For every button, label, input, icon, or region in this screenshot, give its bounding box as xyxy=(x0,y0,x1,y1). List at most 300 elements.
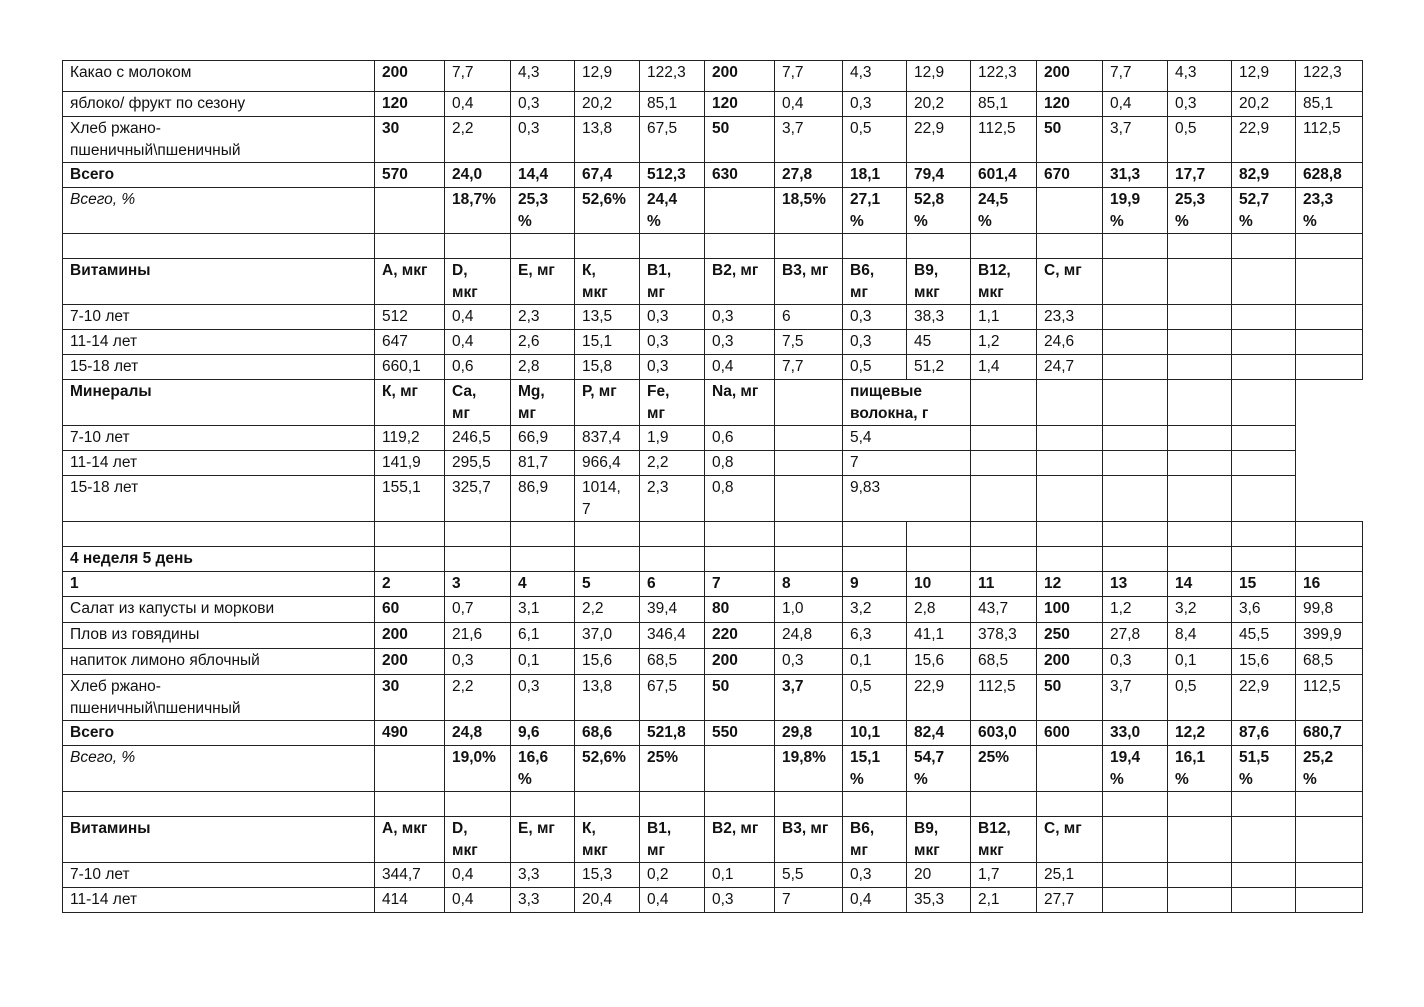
table-cell: 0,3 xyxy=(705,888,775,913)
table-cell: 3,7 xyxy=(775,117,843,163)
table-cell: 5,5 xyxy=(775,863,843,888)
table-cell: 52,6% xyxy=(575,746,640,792)
row-label-cell: Всего, % xyxy=(63,188,375,234)
table-cell: 0,1 xyxy=(511,649,575,675)
table-cell: 7 xyxy=(843,451,971,476)
table-cell: 9,6 xyxy=(511,721,575,746)
table-cell xyxy=(1103,259,1168,305)
table-cell: 25,1 xyxy=(1037,863,1103,888)
table-cell: А, мкг xyxy=(375,259,445,305)
table-cell: 39,4 xyxy=(640,597,705,623)
table-cell xyxy=(705,234,775,259)
table-cell: 1,4 xyxy=(971,355,1037,380)
table-cell: 5,4 xyxy=(843,426,971,451)
table-cell: 15,6 xyxy=(575,649,640,675)
table-cell: 0,3 xyxy=(843,330,907,355)
table-cell: 0,5 xyxy=(843,675,907,721)
table-cell: 41,1 xyxy=(907,623,971,649)
table-cell xyxy=(1103,355,1168,380)
row-label-cell: 7-10 лет xyxy=(63,863,375,888)
table-cell: 52,8 % xyxy=(907,188,971,234)
table-row xyxy=(63,746,1363,792)
table-cell: 570 xyxy=(375,163,445,188)
table-cell: 2,8 xyxy=(907,597,971,623)
table-cell: 85,1 xyxy=(640,92,705,117)
table-cell xyxy=(1103,888,1168,913)
table-row xyxy=(63,117,1363,163)
table-cell: 15,6 xyxy=(907,649,971,675)
table-cell xyxy=(375,746,445,792)
table-cell xyxy=(775,792,843,817)
table-row xyxy=(63,451,1363,476)
table-cell: 600 xyxy=(1037,721,1103,746)
table-cell xyxy=(907,547,971,572)
table-cell: Е, мг xyxy=(511,259,575,305)
table-cell xyxy=(575,792,640,817)
table-cell: 18,5% xyxy=(775,188,843,234)
table-cell: 6,1 xyxy=(511,623,575,649)
table-cell: 0,3 xyxy=(1168,92,1232,117)
table-row xyxy=(63,380,1363,426)
table-row xyxy=(63,675,1363,721)
table-cell: 378,3 xyxy=(971,623,1037,649)
table-cell: 521,8 xyxy=(640,721,705,746)
table-cell xyxy=(1232,888,1296,913)
row-label-cell: Салат из капусты и моркови xyxy=(63,597,375,623)
table-cell xyxy=(511,792,575,817)
table-cell: В12, мкг xyxy=(971,259,1037,305)
table-cell: 15,1 % xyxy=(843,746,907,792)
table-row xyxy=(63,623,1363,649)
table-cell: 1,7 xyxy=(971,863,1037,888)
row-label-cell: 15-18 лет xyxy=(63,355,375,380)
table-cell: 67,5 xyxy=(640,117,705,163)
row-label-cell: Витамины xyxy=(63,259,375,305)
row-label-cell xyxy=(63,792,375,817)
table-cell: 200 xyxy=(375,61,445,92)
table-row xyxy=(63,355,1363,380)
row-label-cell: напиток лимоно яблочный xyxy=(63,649,375,675)
table-cell: 21,6 xyxy=(445,623,511,649)
table-cell: 346,4 xyxy=(640,623,705,649)
table-cell xyxy=(1232,476,1296,522)
table-cell: 30 xyxy=(375,117,445,163)
table-cell: 0,3 xyxy=(511,117,575,163)
table-cell: 2,2 xyxy=(445,675,511,721)
table-row xyxy=(63,721,1363,746)
table-cell: В2, мг xyxy=(705,259,775,305)
table-cell: 0,5 xyxy=(1168,675,1232,721)
table-cell: 0,3 xyxy=(640,305,705,330)
table-row xyxy=(63,597,1363,623)
table-cell xyxy=(971,234,1037,259)
table-row xyxy=(63,522,1363,547)
table-cell: Na, мг xyxy=(705,380,775,426)
table-cell: 24,8 xyxy=(775,623,843,649)
table-cell: 82,9 xyxy=(1232,163,1296,188)
table-cell: 50 xyxy=(1037,117,1103,163)
table-cell: 24,0 xyxy=(445,163,511,188)
table-cell xyxy=(575,522,640,547)
table-cell: 2,3 xyxy=(640,476,705,522)
table-cell: 12,2 xyxy=(1168,721,1232,746)
table-cell: 87,6 xyxy=(1232,721,1296,746)
table-cell: 0,5 xyxy=(1168,117,1232,163)
table-cell: 0,4 xyxy=(640,888,705,913)
table-cell: Са, мг xyxy=(445,380,511,426)
table-cell: В6, мг xyxy=(843,259,907,305)
nutrition-table xyxy=(62,60,1363,913)
table-cell xyxy=(445,792,511,817)
table-cell: 100 xyxy=(1037,597,1103,623)
table-cell: 29,8 xyxy=(775,721,843,746)
table-cell: 200 xyxy=(375,649,445,675)
table-row xyxy=(63,426,1363,451)
table-cell: 0,3 xyxy=(511,92,575,117)
table-cell: 490 xyxy=(375,721,445,746)
table-row xyxy=(63,61,1363,92)
table-cell: 2,2 xyxy=(445,117,511,163)
table-cell: 0,1 xyxy=(1168,649,1232,675)
table-cell: 15,8 xyxy=(575,355,640,380)
table-cell: 0,7 xyxy=(445,597,511,623)
table-cell: 2,1 xyxy=(971,888,1037,913)
row-label-cell: 11-14 лет xyxy=(63,888,375,913)
table-cell: 0,6 xyxy=(445,355,511,380)
table-cell xyxy=(1103,451,1168,476)
table-cell xyxy=(1232,792,1296,817)
table-cell: 6,3 xyxy=(843,623,907,649)
table-cell: 24,4 % xyxy=(640,188,705,234)
table-cell: 24,6 xyxy=(1037,330,1103,355)
table-cell xyxy=(375,522,445,547)
table-cell xyxy=(445,522,511,547)
table-cell xyxy=(511,234,575,259)
table-cell xyxy=(1168,380,1232,426)
table-cell: 2,8 xyxy=(511,355,575,380)
table-cell xyxy=(375,547,445,572)
table-cell: 67,5 xyxy=(640,675,705,721)
table-cell: 0,2 xyxy=(640,863,705,888)
table-cell xyxy=(1296,792,1363,817)
table-cell: 4,3 xyxy=(843,61,907,92)
table-cell xyxy=(1232,547,1296,572)
table-cell xyxy=(1103,305,1168,330)
table-cell xyxy=(640,522,705,547)
table-cell: 660,1 xyxy=(375,355,445,380)
table-cell: В12, мкг xyxy=(971,817,1037,863)
table-cell: 2,3 xyxy=(511,305,575,330)
table-cell xyxy=(907,792,971,817)
table-cell: В2, мг xyxy=(705,817,775,863)
table-cell: 122,3 xyxy=(971,61,1037,92)
table-cell: 120 xyxy=(375,92,445,117)
table-cell: 8 xyxy=(775,572,843,597)
table-cell xyxy=(775,426,843,451)
table-cell: 0,8 xyxy=(705,476,775,522)
table-cell: 27,8 xyxy=(1103,623,1168,649)
table-cell xyxy=(1168,451,1232,476)
table-cell: 82,4 xyxy=(907,721,971,746)
table-cell: 50 xyxy=(1037,675,1103,721)
table-cell: К, мг xyxy=(375,380,445,426)
table-cell xyxy=(1232,355,1296,380)
table-cell: 344,7 xyxy=(375,863,445,888)
table-cell: 31,3 xyxy=(1103,163,1168,188)
table-cell xyxy=(1037,476,1103,522)
table-row xyxy=(63,476,1363,522)
table-cell: 399,9 xyxy=(1296,623,1363,649)
row-label-cell xyxy=(63,234,375,259)
table-cell: 15,6 xyxy=(1232,649,1296,675)
table-cell: В6, мг xyxy=(843,817,907,863)
table-cell: 20,2 xyxy=(907,92,971,117)
table-cell xyxy=(445,234,511,259)
table-cell xyxy=(1296,330,1363,355)
table-cell xyxy=(1296,305,1363,330)
table-cell xyxy=(511,547,575,572)
table-cell: 27,8 xyxy=(775,163,843,188)
table-cell: 16,1 % xyxy=(1168,746,1232,792)
table-cell xyxy=(1103,522,1168,547)
table-cell: 325,7 xyxy=(445,476,511,522)
table-cell: 35,3 xyxy=(907,888,971,913)
table-cell: 122,3 xyxy=(640,61,705,92)
table-cell: 85,1 xyxy=(1296,92,1363,117)
table-cell xyxy=(1037,380,1103,426)
table-cell: 45 xyxy=(907,330,971,355)
table-cell: 4,3 xyxy=(1168,61,1232,92)
table-cell: Fe, мг xyxy=(640,380,705,426)
table-cell: 18,1 xyxy=(843,163,907,188)
table-cell: 13,8 xyxy=(575,117,640,163)
table-cell: 3,3 xyxy=(511,863,575,888)
table-cell xyxy=(971,426,1037,451)
table-cell: 38,3 xyxy=(907,305,971,330)
table-cell: 13 xyxy=(1103,572,1168,597)
table-cell: 246,5 xyxy=(445,426,511,451)
table-cell: 0,6 xyxy=(705,426,775,451)
table-cell: 0,4 xyxy=(705,355,775,380)
table-cell: 15,1 xyxy=(575,330,640,355)
table-cell xyxy=(971,522,1037,547)
table-cell: 628,8 xyxy=(1296,163,1363,188)
table-row xyxy=(63,305,1363,330)
table-cell xyxy=(375,188,445,234)
table-cell: 68,5 xyxy=(971,649,1037,675)
table-cell xyxy=(1037,746,1103,792)
table-cell: 120 xyxy=(705,92,775,117)
table-row xyxy=(63,188,1363,234)
table-cell xyxy=(775,380,843,426)
table-cell: 51,5 % xyxy=(1232,746,1296,792)
table-cell: В1, мг xyxy=(640,259,705,305)
table-cell: 25,3 % xyxy=(511,188,575,234)
table-cell: 15,3 xyxy=(575,863,640,888)
table-cell: 512,3 xyxy=(640,163,705,188)
table-cell xyxy=(1296,355,1363,380)
table-cell xyxy=(907,234,971,259)
table-cell: 50 xyxy=(705,675,775,721)
table-cell: 0,3 xyxy=(1103,649,1168,675)
table-cell xyxy=(640,234,705,259)
table-cell: 7,7 xyxy=(445,61,511,92)
table-cell xyxy=(1296,234,1363,259)
table-cell: 200 xyxy=(705,649,775,675)
table-cell: 1,2 xyxy=(971,330,1037,355)
table-cell xyxy=(907,522,971,547)
table-cell: 20 xyxy=(907,863,971,888)
table-cell: 18,7% xyxy=(445,188,511,234)
table-cell xyxy=(971,380,1037,426)
table-cell: 27,1 % xyxy=(843,188,907,234)
table-cell: 16,6 % xyxy=(511,746,575,792)
table-cell xyxy=(511,522,575,547)
table-cell: 27,7 xyxy=(1037,888,1103,913)
table-cell: 550 xyxy=(705,721,775,746)
row-label-cell: Хлеб ржано- пшеничный\пшеничный xyxy=(63,117,375,163)
table-cell: 20,2 xyxy=(1232,92,1296,117)
table-cell: 86,9 xyxy=(511,476,575,522)
table-cell: 647 xyxy=(375,330,445,355)
table-row xyxy=(63,330,1363,355)
table-cell: 512 xyxy=(375,305,445,330)
table-cell: 0,3 xyxy=(843,305,907,330)
table-cell: 37,0 xyxy=(575,623,640,649)
table-cell: 81,7 xyxy=(511,451,575,476)
table-cell: 0,3 xyxy=(640,330,705,355)
table-cell xyxy=(1037,792,1103,817)
table-cell: 14 xyxy=(1168,572,1232,597)
table-cell: 24,5 % xyxy=(971,188,1037,234)
table-cell: 0,5 xyxy=(843,117,907,163)
table-cell xyxy=(1037,234,1103,259)
table-cell: 0,3 xyxy=(640,355,705,380)
table-cell: 12 xyxy=(1037,572,1103,597)
row-label-cell: Минералы xyxy=(63,380,375,426)
nutrition-table-body xyxy=(63,61,1363,913)
table-cell: 7,7 xyxy=(775,355,843,380)
table-cell xyxy=(971,792,1037,817)
table-cell: 43,7 xyxy=(971,597,1037,623)
table-cell xyxy=(1103,792,1168,817)
table-cell xyxy=(1232,305,1296,330)
table-cell: 24,8 xyxy=(445,721,511,746)
table-cell: 8,4 xyxy=(1168,623,1232,649)
table-cell xyxy=(971,547,1037,572)
table-cell xyxy=(1103,547,1168,572)
table-cell xyxy=(1296,547,1363,572)
table-cell xyxy=(1232,522,1296,547)
table-cell: 6 xyxy=(775,305,843,330)
table-cell: 99,8 xyxy=(1296,597,1363,623)
table-row xyxy=(63,234,1363,259)
table-cell: 0,4 xyxy=(445,92,511,117)
table-cell xyxy=(971,476,1037,522)
table-cell: В9, мкг xyxy=(907,817,971,863)
table-cell: 5 xyxy=(575,572,640,597)
table-cell: 1,0 xyxy=(775,597,843,623)
table-cell: В3, мг xyxy=(775,259,843,305)
row-label-cell: 7-10 лет xyxy=(63,426,375,451)
table-cell xyxy=(1232,426,1296,451)
table-cell xyxy=(575,547,640,572)
table-cell: D, мкг xyxy=(445,817,511,863)
table-cell: 24,7 xyxy=(1037,355,1103,380)
table-cell: 7,5 xyxy=(775,330,843,355)
row-label-cell: 11-14 лет xyxy=(63,330,375,355)
table-cell: 1014, 7 xyxy=(575,476,640,522)
table-cell: 30 xyxy=(375,675,445,721)
table-cell xyxy=(971,451,1037,476)
table-cell: 45,5 xyxy=(1232,623,1296,649)
table-cell xyxy=(1168,817,1232,863)
table-cell: 14,4 xyxy=(511,163,575,188)
table-cell: С, мг xyxy=(1037,817,1103,863)
table-cell xyxy=(1168,355,1232,380)
table-cell xyxy=(1168,259,1232,305)
table-cell xyxy=(1296,817,1363,863)
table-row xyxy=(63,888,1363,913)
table-cell: 19,0% xyxy=(445,746,511,792)
table-cell: 3,7 xyxy=(1103,675,1168,721)
row-label-cell: Какао с молоком xyxy=(63,61,375,92)
table-cell xyxy=(1103,330,1168,355)
table-cell: 19,4 % xyxy=(1103,746,1168,792)
table-cell xyxy=(843,792,907,817)
table-cell: 16 xyxy=(1296,572,1363,597)
table-cell: 1,2 xyxy=(1103,597,1168,623)
row-label-cell: Всего xyxy=(63,721,375,746)
table-cell: 0,4 xyxy=(445,305,511,330)
table-cell xyxy=(1232,451,1296,476)
table-cell: 11 xyxy=(971,572,1037,597)
table-cell: 66,9 xyxy=(511,426,575,451)
table-cell xyxy=(705,188,775,234)
table-cell xyxy=(640,547,705,572)
row-label-cell xyxy=(63,522,375,547)
table-cell: 51,2 xyxy=(907,355,971,380)
table-cell: 0,3 xyxy=(705,330,775,355)
table-cell: 19,9 % xyxy=(1103,188,1168,234)
table-cell: 295,5 xyxy=(445,451,511,476)
table-cell: 9,83 xyxy=(843,476,971,522)
table-cell: 0,4 xyxy=(775,92,843,117)
table-cell: 3,2 xyxy=(843,597,907,623)
table-cell xyxy=(1296,863,1363,888)
table-cell: Е, мг xyxy=(511,817,575,863)
table-cell: 23,3 % xyxy=(1296,188,1363,234)
table-cell xyxy=(1168,330,1232,355)
table-cell: 12,9 xyxy=(1232,61,1296,92)
table-cell: 3,3 xyxy=(511,888,575,913)
table-cell: 25,2 % xyxy=(1296,746,1363,792)
table-cell: 20,4 xyxy=(575,888,640,913)
table-cell: 3,7 xyxy=(1103,117,1168,163)
table-row xyxy=(63,163,1363,188)
table-cell: 112,5 xyxy=(971,675,1037,721)
table-cell: 52,7 % xyxy=(1232,188,1296,234)
table-cell: 0,8 xyxy=(705,451,775,476)
table-cell: 0,3 xyxy=(843,92,907,117)
table-cell: 2 xyxy=(375,572,445,597)
table-cell: 837,4 xyxy=(575,426,640,451)
table-cell: 200 xyxy=(705,61,775,92)
table-cell: 112,5 xyxy=(971,117,1037,163)
table-cell xyxy=(640,792,705,817)
table-cell: 2,6 xyxy=(511,330,575,355)
table-cell xyxy=(705,746,775,792)
